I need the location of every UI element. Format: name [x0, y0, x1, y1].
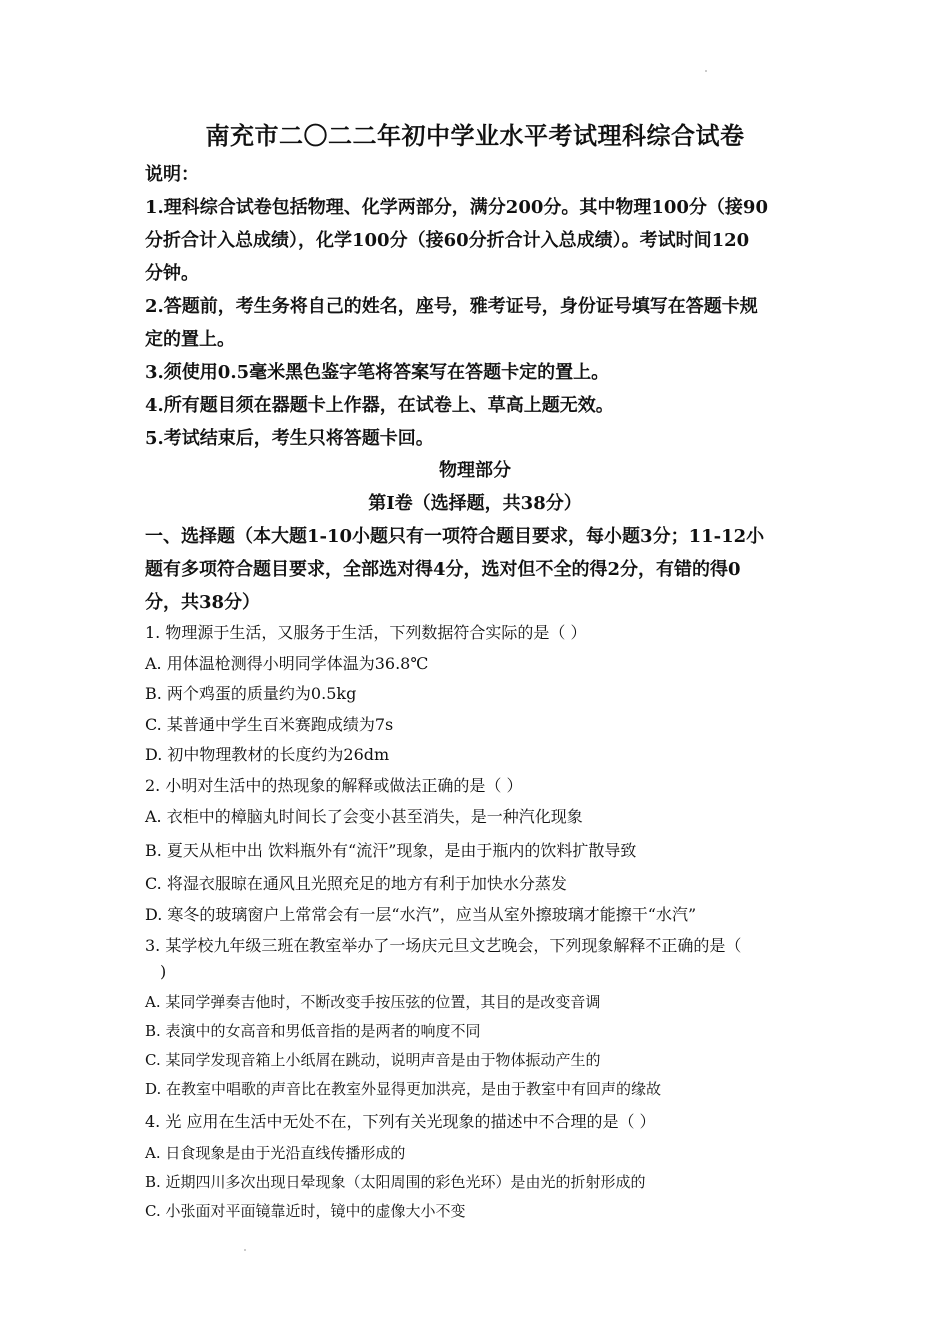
note-line: 定的置上。 [145, 329, 235, 350]
question-1-option-c: C. 某普通中学生百米赛跑成绩为7s [145, 715, 394, 734]
question-1-option-a: A. 用体温枪测得小明同学体温为36.8℃ [145, 654, 429, 673]
note-line: 4.所有题目须在器题卡上作器，在试卷上、草高上题无效。 [145, 395, 614, 416]
intro-label: 说明： [145, 164, 199, 185]
speck-mark [244, 1249, 246, 1251]
note-line: 分折合计入总成绩），化学100分（接60分折合计入总成绩）。考试时间120 [145, 230, 750, 251]
question-4-stem: 4. 光 应用在生活中无处不在，下列有关光现象的描述中不合理的是（ ） [145, 1112, 656, 1131]
question-3-option-c: C. 某同学发现音箱上小纸屑在跳动，说明声音是由于物体振动产生的 [145, 1051, 601, 1069]
question-3-option-d: D. 在教室中唱歌的声音比在教室外显得更加洪亮，是由于教室中有回声的缘故 [145, 1080, 662, 1098]
section-title: 物理部分 [439, 460, 511, 481]
exam-title: 南充市二〇二二年初中学业水平考试理科综合试卷 [205, 121, 745, 150]
question-4-option-b: B. 近期四川多次出现日晕现象（太阳周围的彩色光环）是由光的折射形成的 [145, 1173, 646, 1191]
question-2-option-b: B. 夏天从柜中出 饮料瓶外有“流汗”现象，是由于瓶内的饮料扩散导致 [145, 841, 637, 860]
question-4-option-a: A. 日食现象是由于光沿直线传播形成的 [145, 1144, 406, 1162]
question-4-option-c: C. 小张面对平面镜靠近时，镜中的虚像大小不变 [145, 1202, 466, 1220]
instructions-line: 题有多项符合题目要求，全部选对得4分，选对但不全的得2分，有错的得0 [145, 559, 741, 580]
question-2-option-d: D. 寒冬的玻璃窗户上常常会有一层“水汽”，应当从室外擦玻璃才能擦干“水汽” [145, 905, 697, 924]
question-1-option-d: D. 初中物理教材的长度约为26dm [145, 745, 390, 764]
question-1-option-b: B. 两个鸡蛋的质量约为0.5kg [145, 684, 357, 703]
note-line: 2.答题前，考生务将自己的姓名，座号，雅考证号，身份证号填写在答题卡规 [145, 296, 758, 317]
question-2-option-c: C. 将湿衣服晾在通风且光照充足的地方有利于加快水分蒸发 [145, 874, 567, 893]
note-line: 3.须使用0.5毫米黑色鉴字笔将答案写在答题卡定的置上。 [145, 362, 610, 383]
question-3-option-a: A. 某同学弹奏吉他时，不断改变手按压弦的位置，其目的是改变音调 [145, 993, 601, 1011]
instructions-line: 一、选择题（本大题1-10小题只有一项符合题目要求，每小题3分；11-12小 [145, 526, 765, 547]
question-2-stem: 2. 小明对生活中的热现象的解释或做法正确的是（ ） [145, 776, 523, 795]
note-line: 分钟。 [145, 263, 199, 284]
question-3-option-b: B. 表演中的女高音和男低音指的是两者的响度不同 [145, 1022, 481, 1040]
question-3-stem-cont: ) [160, 962, 167, 981]
question-1-stem: 1. 物理源于生活，又服务于生活，下列数据符合实际的是（ ） [145, 623, 587, 642]
instructions-line: 分，共38分） [145, 592, 261, 613]
question-3-stem: 3. 某学校九年级三班在教室举办了一场庆元旦文艺晚会，下列现象解释不正确的是（ [145, 936, 742, 955]
note-line: 5.考试结束后，考生只将答题卡回。 [145, 428, 434, 449]
note-line: 1.理科综合试卷包括物理、化学两部分，满分200分。其中物理100分（接90 [145, 197, 768, 218]
speck-mark [705, 70, 707, 72]
part-title: 第Ⅰ卷（选择题，共38分） [368, 493, 582, 514]
question-2-option-a: A. 衣柜中的樟脑丸时间长了会变小甚至消失，是一种汽化现象 [145, 807, 583, 826]
